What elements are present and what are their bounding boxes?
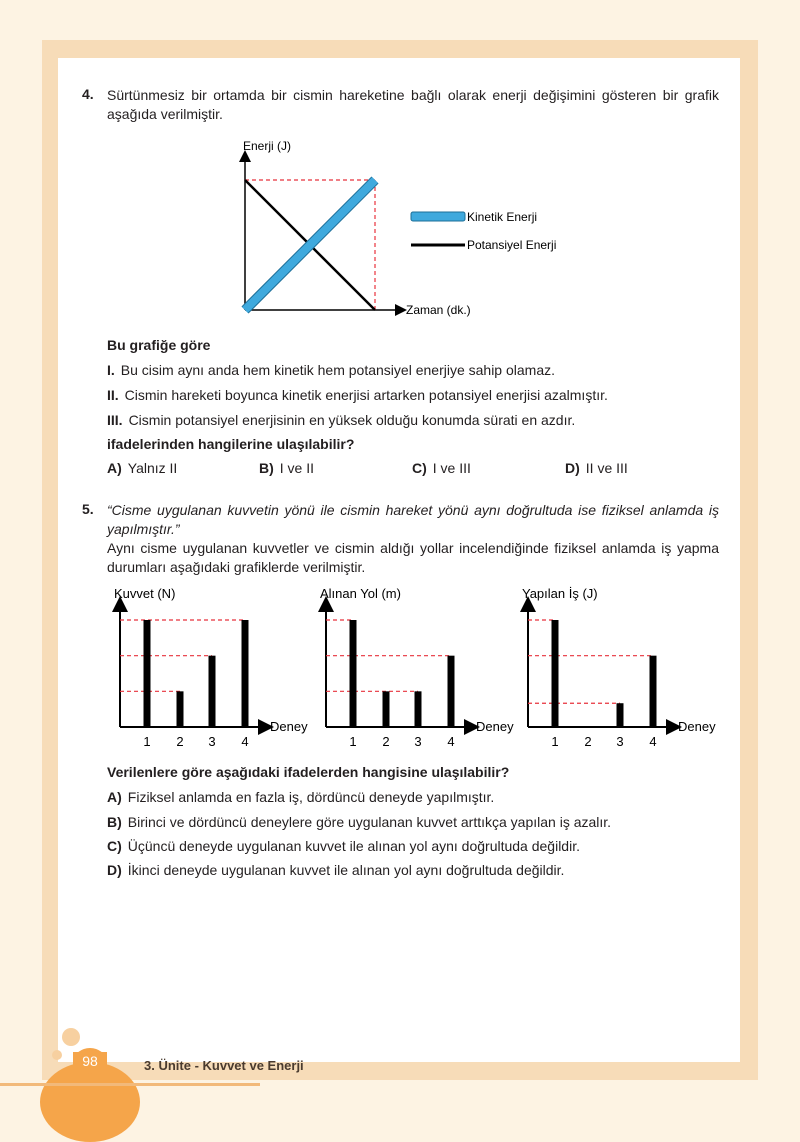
distance-bar-2: [383, 691, 390, 727]
work-x-axis-label: Deney: [678, 719, 716, 734]
statement-1-text: Bu cisim aynı anda hem kinetik hem potansiyel enerjiye sahip olamaz.: [120, 362, 555, 378]
page-number: 98: [74, 1048, 106, 1074]
flask-icon: [40, 1062, 140, 1142]
question-4-number: 4.: [82, 86, 94, 102]
work-bar-3: [617, 703, 624, 727]
work-tick-4: 4: [649, 734, 657, 749]
work-tick-2: 2: [584, 734, 592, 749]
statement-2-text: Cismin hareketi boyunca kinetik enerjisi artarken potansiyel enerjisi azalmıştır.: [124, 387, 608, 403]
force-x-axis-label: Deney: [270, 719, 308, 734]
work-bar-chart: [508, 582, 723, 754]
force-bar-2: [177, 691, 184, 727]
distance-tick-3: 3: [414, 734, 422, 749]
distance-x-axis-label: Deney: [476, 719, 514, 734]
chart-legend: [411, 210, 556, 252]
force-bar-chart: [100, 582, 308, 754]
force-bar-4: [242, 620, 249, 727]
q4-option-d-text: II ve III: [585, 460, 628, 476]
work-tick-3: 3: [616, 734, 624, 749]
q5-option-d-text: İkinci deneyde uygulanan kuvvet ile alınan yol aynı doğrultuda değildir.: [127, 862, 565, 878]
q5-option-b-letter: B): [107, 814, 122, 830]
q4-option-d[interactable]: [565, 459, 628, 478]
question-5-stem: Aynı cisme uygulanan kuvvetler ve cismin aldığı yollar incelendiğinde fiziksel anlamda iş yapma durumları aşağıdaki grafiklerde verilmiştir.: [107, 540, 719, 575]
question-5-question: Verilenlere göre aşağıdaki ifadelerden hangisine ulaşılabilir?: [107, 764, 510, 780]
legend-kinetic-label: Kinetik Enerji: [467, 210, 538, 224]
question-4-lead: Bu grafiğe göre: [107, 337, 211, 353]
force-tick-2: 2: [176, 734, 184, 749]
legend-potential-label: Potansiyel Enerji: [467, 238, 557, 252]
work-bar-4: [650, 656, 657, 727]
distance-bar-chart: [306, 582, 521, 754]
statement-2-roman: II.: [107, 387, 119, 403]
q5-option-c-letter: C): [107, 838, 122, 854]
q4-option-b[interactable]: [259, 459, 314, 478]
q5-option-b[interactable]: [107, 813, 611, 832]
statement-3: [107, 411, 575, 430]
energy-axis-label: Enerji (J): [243, 139, 292, 153]
q4-option-b-text: I ve II: [279, 460, 315, 476]
force-tick-4: 4: [241, 734, 249, 749]
force-bar-3: [209, 656, 216, 727]
work-axis-label: Yapılan İş (J): [522, 586, 598, 601]
distance-tick-1: 1: [349, 734, 357, 749]
q4-option-a-letter: A): [107, 460, 122, 476]
question-4-stem: Sürtünmesiz bir ortamda bir cismin hareketine bağlı olarak enerji değişimini gösteren bir grafik aşağıda verilmiştir.: [107, 87, 719, 122]
q4-option-c[interactable]: [412, 459, 471, 478]
distance-bar-4: [448, 656, 455, 727]
q5-option-a-letter: A): [107, 789, 122, 805]
work-bar-1: [552, 620, 559, 727]
q4-option-a-text: Yalnız II: [127, 460, 178, 476]
distance-tick-4: 4: [447, 734, 455, 749]
force-axis-label: Kuvvet (N): [114, 586, 176, 601]
energy-time-chart: [225, 132, 585, 332]
distance-bar-3: [415, 691, 422, 727]
force-tick-3: 3: [208, 734, 216, 749]
question-5-number: 5.: [82, 501, 94, 517]
q5-option-a-text: Fiziksel anlamda en fazla iş, dördüncü deneyde yapılmıştır.: [127, 789, 495, 805]
q5-option-b-text: Birinci ve dördüncü deneylere göre uygulanan kuvvet arttıkça yapılan iş azalır.: [127, 814, 612, 830]
question-5-quote: “Cisme uygulanan kuvvetin yönü ile cismin hareket yönü aynı doğrultuda ise fiziksel anlamda iş yapılmıştır.”: [107, 502, 719, 537]
force-tick-1: 1: [143, 734, 151, 749]
time-axis-label: Zaman (dk.): [406, 303, 471, 317]
q5-option-a[interactable]: [107, 788, 494, 807]
q5-option-c[interactable]: [107, 837, 580, 856]
question-4-question: ifadelerinden hangilerine ulaşılabilir?: [107, 436, 355, 452]
distance-axis-label: Alınan Yol (m): [320, 586, 401, 601]
q4-option-c-letter: C): [412, 460, 427, 476]
statement-1: [107, 361, 555, 380]
q4-option-d-letter: D): [565, 460, 580, 476]
statement-3-roman: III.: [107, 412, 123, 428]
q5-option-c-text: Üçüncü deneyde uygulanan kuvvet ile alınan yol aynı doğrultuda değildir.: [127, 838, 580, 854]
decor-bubble: [62, 1028, 80, 1046]
q5-option-d[interactable]: [107, 861, 564, 880]
footer-accent-line: [0, 1083, 260, 1086]
work-tick-1: 1: [551, 734, 559, 749]
footer-divider: [400, 1063, 740, 1067]
statement-2: [107, 386, 608, 405]
distance-bar-1: [350, 620, 357, 727]
unit-title: 3. Ünite - Kuvvet ve Enerji: [144, 1058, 304, 1073]
decor-bubble-small: [52, 1050, 62, 1060]
legend-kinetic-swatch: [411, 212, 465, 221]
q4-option-b-letter: B): [259, 460, 274, 476]
q4-option-c-text: I ve III: [432, 460, 471, 476]
q5-option-d-letter: D): [107, 862, 122, 878]
statement-1-roman: I.: [107, 362, 115, 378]
q4-option-a[interactable]: [107, 459, 177, 478]
statement-3-text: Cismin potansiyel enerjisinin en yüksek olduğu konumda sürati en azdır.: [128, 412, 576, 428]
force-bar-1: [144, 620, 151, 727]
distance-tick-2: 2: [382, 734, 390, 749]
